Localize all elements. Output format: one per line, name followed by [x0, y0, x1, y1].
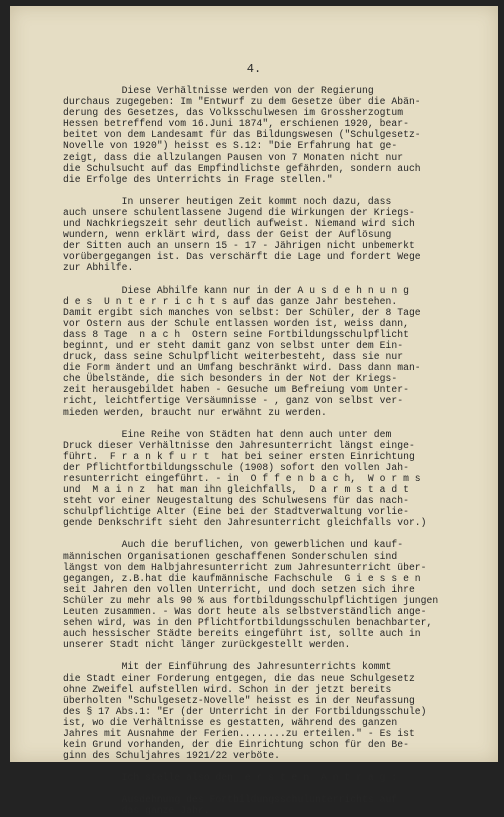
- text-line: steht vor einer Neugestaltung des Schulwesens für das nach-: [63, 495, 409, 507]
- text-line: längst von dem Halbjahresunterricht zum Jahresunterricht über-: [63, 561, 427, 573]
- text-line: d e s U n t e r r i c h t s auf das ganze Jahr bestehen.: [63, 295, 398, 307]
- text-line: die Form ändert und an Umfang beschränkt wird. Dass dann man-: [63, 362, 421, 374]
- text-line: überholten "Schulgesetz-Novelle" heisst es in der Neufassung: [63, 694, 415, 706]
- text-line: Schüler zu mehr als 90 % aus fortbildungsschulpflichtigen jungen: [63, 594, 439, 606]
- text-line: Druck dieser Verhältnisse den Jahresunterricht längst einge-: [63, 439, 415, 451]
- text-line: beitet von dem Landesamt für das Bildungswesen ("Schulgesetz-: [63, 129, 421, 141]
- text-line: zur Abhilfe.: [63, 262, 134, 274]
- text-line: dass 8 Tage n a c h Ostern seine Fortbildungsschulpflicht: [63, 328, 409, 340]
- body-text: [63, 85, 498, 817]
- text-line: unserer Stadt nicht länger zurückgestellt werden.: [63, 639, 351, 651]
- text-line: ginn des Schuljahres 1921/22 verböte.: [63, 750, 280, 762]
- text-line: gegangen, z.B.hat die kaufmännische Fachschule G i e s s e n: [63, 572, 421, 584]
- text-line: Mit der Einführung des Jahresunterrichts kommt: [63, 661, 392, 673]
- text-line: Diese Verhältnisse werden von der Regierung: [63, 85, 374, 96]
- text-line: In unserer heutigen Zeit kommt noch dazu, dass: [63, 195, 392, 207]
- text-line: Leuten zusammen. - Was dort heute als selbstverständlich ange-: [63, 606, 427, 618]
- text-line: Hessen betreffend vom 16.Juni 1874", erschienen 1920, bear-: [63, 118, 409, 130]
- text-line: und Nachkriegszeit sehr deutlich aufweist. Niemand wird sich: [63, 218, 415, 230]
- text-line: beginnt, und er steht damit ganz von selbst unter dem Ein-: [63, 339, 404, 351]
- text-line: gende Denkschrift sieht den Jahresunterricht gleichfalls vor.): [63, 517, 427, 529]
- text-line: Novelle von 1920") heisst es S.12: "Die Erfahrung hat ge-: [63, 140, 398, 152]
- text-line: Ausdehnung des Fortbildungsschulunterrichts auf: [63, 794, 398, 806]
- text-line: der Sitten auch an unsern 15 - 17 - Jährigen nicht unbemerkt: [63, 240, 415, 252]
- text-line: richt, leichtfertige Versäumnisse - , ganz von selbst ver-: [63, 395, 404, 407]
- text-line: Auch die beruflichen, von gewerblichen und kauf-: [63, 539, 404, 551]
- text-line: männischen Organisationen geschaffenen Sonderschulen sind: [63, 550, 398, 562]
- paragraph: [63, 196, 498, 274]
- text-line: ohne Zweifel aufstellen wird. Schon in der jetzt bereits: [63, 683, 392, 695]
- page-number: 4.: [246, 62, 262, 76]
- closing-line: Ich stelle also den e r s t e n A n t r a g :: [63, 772, 398, 784]
- text-line: seit Jahren den vollen Unterricht, und doch setzen sich ihre: [63, 583, 415, 595]
- text-line: der Pflichtfortbildungsschule (1908) sofort den vollen Jah-: [63, 461, 409, 473]
- paragraph: [63, 661, 498, 761]
- text-line: Jahres mit Ausnahme der Ferien........zu erteilen." - Es ist: [63, 727, 415, 739]
- text-line: Diese Abhilfe kann nur in der A u s d e h n u n g: [63, 284, 409, 296]
- text-line: durchaus zugegeben: Im "Entwurf zu dem Gesetze über die Abän-: [63, 96, 421, 108]
- text-line: auch hessischer Städte bereits eingeführt ist, sollte auch in: [63, 628, 421, 640]
- text-line: mieden werden, braucht nur erwähnt zu werden.: [63, 406, 327, 418]
- paragraph: [63, 539, 498, 650]
- text-line: derung des Gesetzes, das Volksschulwesen im Grossherzogtum: [63, 107, 404, 119]
- text-line: des § 17 Abs.1: "Er (der Unterricht in der Fortbildungsschule): [63, 705, 427, 717]
- text-line: vorübergegangen ist. Das verschärft die Lage und fordert Wege: [63, 251, 421, 263]
- paragraph: [63, 429, 498, 529]
- text-line: schulpflichtige Alter (Eine bei der Stadtverwaltung vorlie-: [63, 506, 409, 518]
- text-line: auch unsere schulentlassene Jugend die Wirkungen der Kriegs-: [63, 206, 415, 218]
- text-line: Eine Reihe von Städten hat denn auch unter dem: [63, 428, 392, 440]
- text-line: kein Grund vorhanden, der die Einrichtung schon für den Be-: [63, 739, 409, 751]
- text-line: sehen wird, was in den Pflichtfortbildungsschulen benachbarter,: [63, 617, 433, 629]
- text-line: Damit ergibt sich manches von selbst: Der Schüler, der 8 Tage: [63, 306, 421, 318]
- text-line: die Erfolge des Unterrichts in Frage stellen.": [63, 173, 333, 185]
- text-line: resunterricht eingeführt. - in O f f e n b a c h, W o r m s: [63, 473, 421, 484]
- text-line: zeit herausgebildet haben - Gesuche um Befreiung vom Unter-: [63, 384, 409, 396]
- text-line: und M a i n z hat man ihn gleichfalls, D a r m s t a d t: [63, 484, 409, 496]
- text-line: ist, wo die Verhältnisse es gestatten, während des ganzen: [63, 716, 398, 728]
- text-line: die Stadt einer Forderung entgegen, die das neue Schulgesetz: [63, 672, 415, 684]
- text-line: wundern, wenn erklärt wird, dass der Geist der Auflösung: [63, 229, 392, 241]
- text-line: führt. F r a n k f u r t hat bei seiner ersten Einrichtung: [63, 450, 415, 462]
- text-line: das ganze Jahr.: [63, 805, 210, 817]
- paragraph: [63, 85, 498, 185]
- text-line: vor Ostern aus der Schule entlassen worden ist, weiss dann,: [63, 317, 409, 329]
- text-line: druck, dass seine Schulpflicht weiterbesteht, dass sie nur: [63, 351, 404, 363]
- text-line: che Übelstände, die sich besonders in der Not der Kriegs-: [63, 373, 398, 385]
- text-line: die Schulsucht auf das Empfindlichste gefährden, sondern auch: [63, 162, 421, 174]
- paragraph: [63, 285, 498, 418]
- motion-text: [63, 794, 498, 816]
- document-page: [10, 6, 498, 817]
- text-line: zeigt, dass die allzulangen Pausen von 7 Monaten nicht nur: [63, 151, 404, 163]
